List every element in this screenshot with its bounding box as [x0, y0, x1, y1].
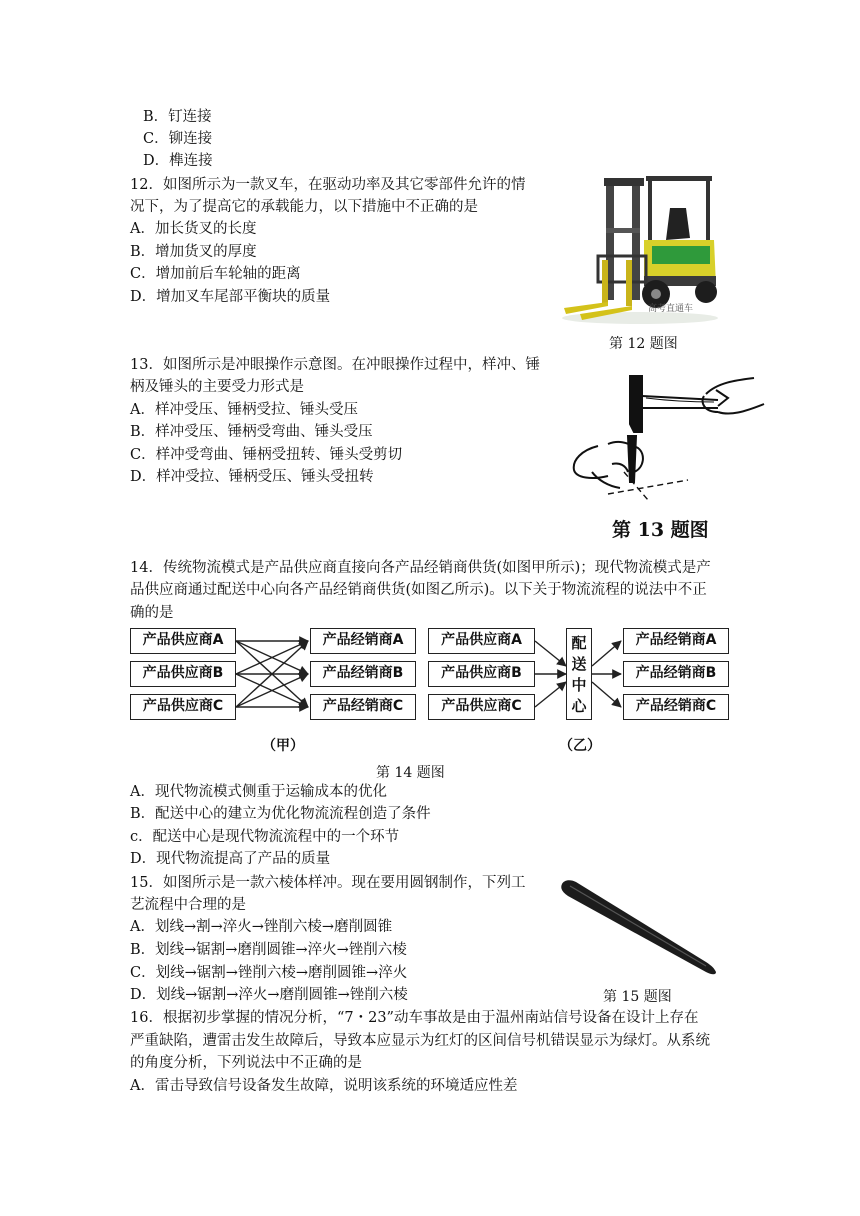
diagram-label-jia: （甲） [262, 738, 304, 754]
q13-option-b: B．样冲受压、锤柄受弯曲、锤头受压 [130, 424, 373, 440]
q13-option-c: C．样冲受弯曲、锤柄受扭转、锤头受剪切 [130, 447, 403, 463]
q12-stem-line2: 况下，为了提高它的承载能力，以下措施中不正确的是 [130, 199, 478, 215]
diagram-a-supplier-a: 产品供应商A [130, 628, 236, 654]
q16-option-a: A．雷击导致信号设备发生故障，说明该系统的环境适应性差 [130, 1078, 518, 1094]
q14-stem-line2: 品供应商通过配送中心向各产品经销商供货(如图乙所示)。以下关于物流流程的说法中不正 [130, 582, 707, 598]
q15-option-b: B．划线→锯割→磨削圆锥→淬火→锉削六棱 [130, 942, 407, 958]
diagram-a-supplier-b: 产品供应商B [130, 661, 236, 687]
q12-option-a: A．加长货叉的长度 [130, 221, 257, 237]
q11-option-d: D．榫连接 [143, 153, 213, 169]
diagram-b-dealer-c: 产品经销商C [623, 694, 729, 720]
q14-figure-caption: 第 14 题图 [376, 765, 445, 781]
q13-stem-line2: 柄及锤头的主要受力形式是 [130, 379, 304, 395]
q14-option-a: A．现代物流模式侧重于运输成本的优化 [130, 784, 387, 800]
center-char-2: 送 [571, 655, 587, 673]
q12-option-b: B．增加货叉的厚度 [130, 244, 257, 260]
diagram-b-dealer-b: 产品经销商B [623, 661, 729, 687]
diagram-distribution-center [566, 628, 592, 720]
diagram-b-supplier-c: 产品供应商C [428, 694, 535, 720]
q13-stem-line1: 13．如图所示是冲眼操作示意图。在冲眼操作过程中，样冲、锤 [130, 357, 540, 373]
q12-figure-caption: 第 12 题图 [609, 336, 678, 352]
diagram-a-supplier-c: 产品供应商C [130, 694, 236, 720]
center-char-1: 配 [571, 634, 587, 652]
q13-figure-caption: 第 13 题图 [612, 519, 709, 541]
q12-stem-line1: 12．如图所示为一款叉车，在驱动功率及其它零部件允许的情 [130, 177, 526, 193]
center-char-4: 心 [571, 697, 587, 715]
q15-stem-line1: 15．如图所示是一款六棱体样冲。现在要用圆钢制作，下列工 [130, 875, 526, 891]
diagram-b-supplier-a: 产品供应商A [428, 628, 535, 654]
q15-option-a: A．划线→割→淬火→锉削六棱→磨削圆锥 [130, 919, 393, 935]
q12-option-c: C．增加前后车轮轴的距离 [130, 266, 301, 282]
q14-option-c: c．配送中心是现代物流流程中的一个环节 [130, 829, 400, 845]
diagram-b-dealer-a: 产品经销商A [623, 628, 729, 654]
q13-option-a: A．样冲受压、锤柄受拉、锤头受压 [130, 402, 358, 418]
q12-option-d: D．增加叉车尾部平衡块的质量 [130, 289, 331, 305]
forklift-watermark: 高考直通车 [648, 303, 694, 313]
q14-option-b: B．配送中心的建立为优化物流流程创造了条件 [130, 806, 431, 822]
q11-option-b: B．钉连接 [143, 109, 212, 125]
diagram-a-dealer-a: 产品经销商A [310, 628, 416, 654]
q15-stem-line2: 艺流程中合理的是 [130, 897, 246, 913]
q13-option-d: D．样冲受拉、锤柄受压、锤头受扭转 [130, 469, 374, 485]
hex-punch-image [556, 876, 722, 980]
diagram-a-dealer-b: 产品经销商B [310, 661, 416, 687]
center-char-3: 中 [571, 676, 587, 694]
q14-stem-line3: 确的是 [130, 605, 174, 621]
diagram-label-yi: （乙） [559, 738, 601, 754]
q14-stem-line1: 14．传统物流模式是产品供应商直接向各产品经销商供货(如图甲所示)；现代物流模式是产 [130, 560, 711, 576]
q15-option-d: D．划线→锯割→淬火→磨削圆锥→锉削六棱 [130, 987, 408, 1003]
q15-option-c: C．划线→锯割→锉削六棱→磨削圆锥→淬火 [130, 965, 408, 981]
q11-option-c: C．铆连接 [143, 131, 213, 147]
q15-figure-caption: 第 15 题图 [603, 989, 672, 1005]
diagram-a-dealer-c: 产品经销商C [310, 694, 416, 720]
q16-stem-line1: 16．根据初步掌握的情况分析，“7・23”动车事故是由于温州南站信号设备在设计上存在 [130, 1010, 699, 1026]
q14-option-d: D．现代物流提高了产品的质量 [130, 851, 331, 867]
q16-stem-line3: 的角度分析，下列说法中不正确的是 [130, 1055, 362, 1071]
q16-stem-line2: 严重缺陷，遭雷击发生故障后，导致本应显示为红灯的区间信号机错误显示为绿灯。从系统 [130, 1033, 710, 1049]
diagram-b-supplier-b: 产品供应商B [428, 661, 535, 687]
